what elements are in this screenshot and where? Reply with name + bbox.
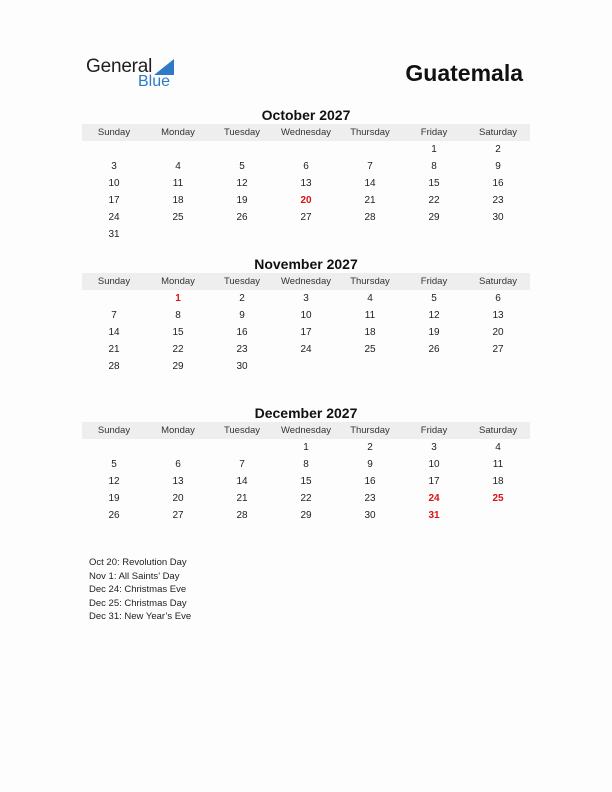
day-cell <box>338 141 402 158</box>
holiday-list <box>89 556 191 624</box>
day-cell: 28 <box>364 212 376 223</box>
holiday-list-item: Dec 31: New Year’s Eve <box>89 611 192 622</box>
day-cell: 10 <box>300 310 312 321</box>
logo-text-general: General <box>86 56 153 77</box>
day-cell: 23 <box>492 195 504 206</box>
day-cell: 6 <box>495 293 501 304</box>
day-cell: 25 <box>172 212 184 223</box>
day-cell <box>82 290 146 307</box>
day-cell <box>466 507 530 524</box>
day-cell: 12 <box>108 476 120 487</box>
day-cell: 3 <box>303 293 309 304</box>
day-cell: 16 <box>364 476 376 487</box>
day-cell: 26 <box>236 212 248 223</box>
weekday-label: Tuesday <box>223 127 261 138</box>
day-cell: 9 <box>239 310 245 321</box>
day-cell: 11 <box>364 310 376 321</box>
day-cell: 3 <box>431 442 437 453</box>
day-cell <box>338 226 402 243</box>
day-cell: 30 <box>364 510 376 521</box>
day-cell: 23 <box>236 344 248 355</box>
holiday-list-item: Dec 25: Christmas Day <box>89 597 187 609</box>
day-cell <box>82 439 146 456</box>
day-cell: 19 <box>236 195 248 206</box>
weekday-label: Monday <box>161 127 195 138</box>
weekday-header-row <box>82 124 530 141</box>
day-cell: 5 <box>111 459 117 470</box>
day-cell <box>146 141 210 158</box>
day-cell: 4 <box>495 442 501 453</box>
holiday-list-item: Oct 20: Revolution Day <box>89 557 187 568</box>
day-cell: 7 <box>239 459 245 470</box>
day-cell <box>146 439 210 456</box>
day-cell: 5 <box>431 293 437 304</box>
day-cell <box>466 358 530 375</box>
day-cell: 29 <box>428 212 440 223</box>
weekday-label: Wednesday <box>281 127 331 138</box>
day-cell <box>274 141 338 158</box>
day-cell: 29 <box>300 510 312 521</box>
week-row <box>82 175 530 192</box>
month-december <box>82 404 530 524</box>
weekday-label: Saturday <box>478 127 518 138</box>
week-row <box>82 490 530 507</box>
day-cell: 4 <box>175 161 181 172</box>
day-cell: 16 <box>492 178 504 189</box>
day-cell: 1 <box>303 442 309 453</box>
day-cell: 1 <box>431 144 437 155</box>
day-cell: 14 <box>108 327 120 338</box>
day-cell: 21 <box>236 493 248 504</box>
day-cell: 27 <box>492 344 504 355</box>
week-row <box>82 307 530 324</box>
weekday-label: Monday <box>161 425 195 436</box>
day-cell: 13 <box>172 476 184 487</box>
day-cell: 18 <box>364 327 376 338</box>
day-cell: 15 <box>428 178 440 189</box>
day-cell: 31 <box>428 510 440 521</box>
day-cell: 13 <box>300 178 312 189</box>
day-cell: 11 <box>492 459 504 470</box>
day-cell: 5 <box>239 161 245 172</box>
day-cell: 13 <box>492 310 504 321</box>
weekday-label: Friday <box>420 276 448 287</box>
week-row <box>82 158 530 175</box>
day-cell: 20 <box>300 195 312 206</box>
week-row <box>82 473 530 490</box>
day-cell: 21 <box>108 344 120 355</box>
day-cell: 10 <box>108 178 120 189</box>
weekday-label: Friday <box>420 425 448 436</box>
week-row <box>82 209 530 226</box>
day-cell: 14 <box>236 476 248 487</box>
week-row <box>82 324 530 341</box>
day-cell <box>402 226 466 243</box>
month-title: December 2027 <box>254 405 358 421</box>
day-cell: 30 <box>236 361 248 372</box>
day-cell: 8 <box>175 310 181 321</box>
day-cell <box>146 226 210 243</box>
day-cell: 15 <box>300 476 312 487</box>
country-title: Guatemala <box>405 60 523 86</box>
day-cell: 11 <box>172 178 184 189</box>
weekday-header-row <box>82 273 530 290</box>
weekday-label: Thursday <box>350 127 390 138</box>
day-cell: 2 <box>495 144 501 155</box>
day-cell: 8 <box>431 161 437 172</box>
day-cell: 20 <box>172 493 184 504</box>
day-cell <box>466 226 530 243</box>
week-row <box>82 358 530 375</box>
day-cell <box>274 358 338 375</box>
weekday-label: Sunday <box>97 425 131 436</box>
week-row <box>82 341 530 358</box>
weekday-header-row <box>82 422 530 439</box>
generalblue-logo <box>86 56 186 92</box>
day-cell: 6 <box>175 459 181 470</box>
weekday-label: Thursday <box>350 276 390 287</box>
month-title: November 2027 <box>254 256 358 272</box>
day-cell: 3 <box>111 161 117 172</box>
week-row <box>82 456 530 473</box>
day-cell: 21 <box>364 195 376 206</box>
day-cell: 17 <box>300 327 312 338</box>
day-cell: 6 <box>303 161 309 172</box>
weekday-label: Wednesday <box>281 425 331 436</box>
weekday-label: Thursday <box>350 425 390 436</box>
day-cell: 19 <box>108 493 120 504</box>
day-cell <box>210 439 274 456</box>
day-cell <box>274 226 338 243</box>
day-cell: 29 <box>172 361 184 372</box>
day-cell: 19 <box>428 327 440 338</box>
week-row <box>82 290 530 307</box>
day-cell: 27 <box>172 510 184 521</box>
day-cell: 30 <box>492 212 504 223</box>
weekday-label: Saturday <box>478 425 518 436</box>
logo-text-blue: Blue <box>138 73 171 90</box>
weekday-label: Tuesday <box>223 276 261 287</box>
week-row <box>82 226 530 243</box>
week-row <box>82 507 530 524</box>
day-cell: 4 <box>367 293 373 304</box>
weekday-label: Friday <box>420 127 448 138</box>
day-cell: 24 <box>108 212 120 223</box>
week-row <box>82 439 530 456</box>
day-cell: 24 <box>428 493 440 504</box>
day-cell: 26 <box>108 510 120 521</box>
day-cell: 25 <box>364 344 376 355</box>
day-cell: 17 <box>108 195 120 206</box>
holiday-list-item: Dec 24: Christmas Eve <box>89 584 187 595</box>
day-cell: 28 <box>236 510 248 521</box>
day-cell: 12 <box>428 310 440 321</box>
day-cell: 17 <box>428 476 440 487</box>
week-row <box>82 141 530 158</box>
day-cell: 22 <box>428 195 440 206</box>
day-cell: 12 <box>236 178 248 189</box>
day-cell: 15 <box>172 327 184 338</box>
day-cell: 18 <box>492 476 504 487</box>
day-cell <box>210 141 274 158</box>
day-cell: 23 <box>364 493 376 504</box>
day-cell <box>338 358 402 375</box>
day-cell: 20 <box>492 327 504 338</box>
day-cell: 24 <box>300 344 312 355</box>
day-cell: 8 <box>303 459 309 470</box>
day-cell: 25 <box>492 493 504 504</box>
day-cell <box>402 358 466 375</box>
day-cell: 27 <box>300 212 312 223</box>
day-cell: 10 <box>428 459 440 470</box>
day-cell: 9 <box>495 161 501 172</box>
holiday-list-item: Nov 1: All Saints’ Day <box>89 570 180 582</box>
month-october <box>82 106 530 243</box>
day-cell: 22 <box>300 493 312 504</box>
weekday-label: Sunday <box>97 276 131 287</box>
weekday-label: Sunday <box>97 127 131 138</box>
day-cell <box>82 141 146 158</box>
month-november <box>82 255 530 375</box>
day-cell: 31 <box>108 229 120 240</box>
day-cell: 2 <box>367 442 373 453</box>
weekday-label: Monday <box>161 276 195 287</box>
day-cell: 22 <box>172 344 184 355</box>
day-cell: 1 <box>175 293 181 304</box>
day-cell: 2 <box>239 293 245 304</box>
day-cell: 16 <box>236 327 248 338</box>
weekday-label: Saturday <box>478 276 518 287</box>
day-cell <box>210 226 274 243</box>
weekday-label: Wednesday <box>281 276 331 287</box>
week-row <box>82 192 530 209</box>
day-cell: 26 <box>428 344 440 355</box>
day-cell: 7 <box>111 310 117 321</box>
day-cell: 18 <box>172 195 184 206</box>
day-cell: 9 <box>367 459 373 470</box>
day-cell: 14 <box>364 178 376 189</box>
weekday-label: Tuesday <box>223 425 261 436</box>
day-cell: 28 <box>108 361 120 372</box>
month-title: October 2027 <box>261 107 351 123</box>
day-cell: 7 <box>367 161 373 172</box>
